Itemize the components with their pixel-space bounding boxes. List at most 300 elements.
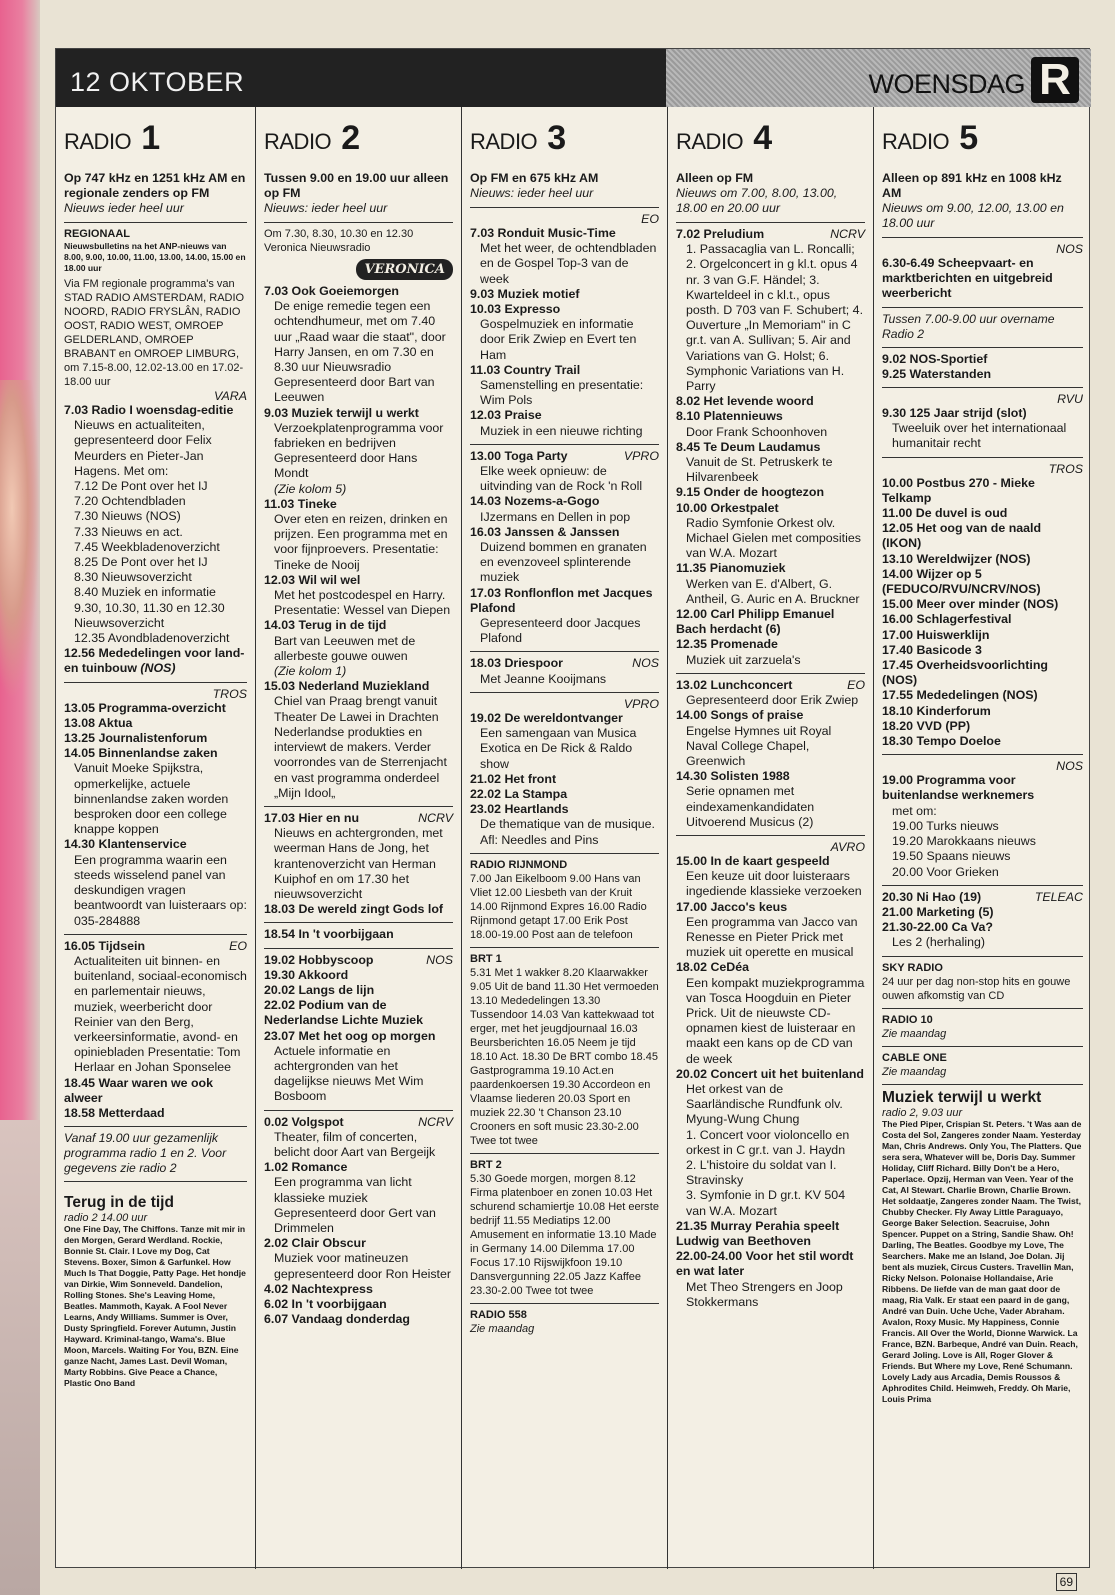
- broadcaster-tag: NCRV: [418, 810, 453, 825]
- broadcaster-tag: EO: [847, 677, 865, 692]
- program-item: [676, 607, 865, 637]
- sub-item: 12.35 Avondbladenoverzicht: [74, 631, 230, 646]
- divider: [882, 307, 1083, 308]
- program-item: [470, 494, 659, 524]
- program-title-text: 19.02 Hobbyscoop: [264, 952, 374, 967]
- program-item: [64, 939, 247, 1076]
- sub-item: 19.00 Turks nieuws: [892, 818, 999, 833]
- program-title: 10.03 Expresso: [470, 302, 561, 317]
- program-description: Radio Symfonie Orkest olv. Michael Gielen met composities van W.A. Mozart: [686, 515, 861, 561]
- column-radio-1: [56, 107, 256, 1569]
- program-title-text: 18.03 Driespoor: [470, 656, 563, 671]
- frequency-info: Tussen 9.00 en 19.00 uur alleen op FM: [264, 171, 449, 200]
- program-item: [882, 597, 1083, 612]
- program-item: [470, 586, 659, 647]
- program-description: Serie opnamen met eindexamenkandidaten Uitvoerend Musicus (2): [686, 784, 815, 829]
- program-description: Elke week opnieuw: de uitvinding van de Rock 'n Roll: [480, 464, 643, 494]
- program-item: [264, 1282, 453, 1297]
- broadcaster-tag: (NOS): [140, 661, 176, 676]
- divider: [264, 222, 453, 223]
- program-title: 14.30 Klantenservice: [64, 837, 187, 852]
- program-item: [264, 497, 453, 573]
- station-note-radio10: Zie maandag: [882, 1027, 947, 1040]
- program-item: [264, 618, 453, 679]
- page-header: [56, 49, 1091, 107]
- program-title: 21.30-22.00 Ca Va?: [882, 920, 993, 935]
- station-name: RADIO: [470, 129, 538, 154]
- program-title: 15.00 Meer over minder (NOS): [882, 597, 1059, 612]
- station-title-brt1: BRT 1: [470, 952, 502, 965]
- program-item: [676, 678, 865, 708]
- program-item: [64, 837, 247, 928]
- program-item: [882, 256, 1083, 302]
- divider: [470, 947, 659, 948]
- divider: [882, 347, 1083, 348]
- program-description: Een programma waarin een steeds wisselend panel van deskundigen vragen beantwoordt van luisteraars op: 035-284888: [74, 852, 247, 928]
- regionaal-title: REGIONAAL: [64, 228, 130, 240]
- program-title: 6.30-6.49 Scheepvaart- en marktberichten en uitgebreid weerbericht: [882, 256, 1053, 301]
- program-title: 4.02 Nachtexpress: [264, 1281, 373, 1296]
- program-description: Een programma van licht klassieke muziek Gepresenteerd door Gert van Drimmelen: [274, 1175, 436, 1235]
- program-title: 21.00 Marketing (5): [882, 904, 994, 919]
- broadcaster-label: TROS: [1048, 461, 1083, 476]
- program-item: [676, 708, 865, 769]
- header-dark-band: [56, 49, 666, 107]
- program-item: [882, 406, 1083, 452]
- station-number: 3: [547, 119, 567, 157]
- program-title: 1.02 Romance: [264, 1160, 348, 1175]
- station-heading: [676, 121, 865, 155]
- playlist-box-title: Muziek terwijl u werkt: [882, 1088, 1042, 1106]
- program-item: [264, 1236, 453, 1282]
- program-item: [264, 998, 453, 1028]
- program-title: [64, 939, 247, 954]
- program-item: [676, 440, 865, 486]
- divider: [470, 853, 659, 854]
- program-description: Met het postcodespel en Harry. Presentatie: Wessel van Diepen: [274, 588, 451, 618]
- broadcaster-label: TROS: [212, 686, 247, 701]
- sub-item: 7.45 Weekbladenoverzicht: [74, 539, 220, 554]
- sub-item: 9.30, 10.30, 11.30 en 12.30 Nieuwsoverzicht: [74, 600, 225, 630]
- program-item: [264, 927, 453, 942]
- divider: [264, 922, 453, 923]
- playlist-box-text: The Pied Piper, Crispian St. Peters. 't Was aan de Costa del Sol, Zangeres zonder Naam. Yesterday Man, Chris Andrews. Only You, The Platters. Que sera sera, Whatever will be, Doris Day. Summer Holiday, Cliff Richard. Billy Don't be a Hero, Paperlace. Opzij, Herman van Veen. Year of the Cat, Al Stewart. Charlie Brown, Charlie Brown. Het soldaatje, Zangeres zonder Naam. The Twist, Chubby Checker. Fly Away Little Paraguayo, George Baker Selection. Seacruise, John Spencer. Puppet on a String, Sandie Shaw. Oh! Darling, The Beatles. Goodbye my Love, The Searchers. Make me an Island, Joe Dolan. Jij bent als muziek, Circus Custers. Travellin Man, Ricky Nelson. Polonaise Hollandaise, Arie Ribbens. De liefde van de man gaat door de maag, Ria Valk. Er staat een paard in de gang, André van Duin. Uche Uche, Vader Abraham. Avalon, Roxy Music. My Happiness, Connie Francis. All Over the World, Dionne Warwick. La France, BZN. Barbeque, André van Duin. Reach, Gerard Joling. Love is All, Roger Glover & Friends. But Where my Love, René Schumann. Lovely Lady aus Arcadia, Demis Roussos & Aphrodites Child. Heimweh, Freddy. Oh Marie, Louis Prima: [882, 1118, 1082, 1404]
- program-description: Vanuit Moeke Spijkstra, opmerkelijke, actuele binnenlandse zaken worden besproken door een college knappe koppen: [74, 761, 229, 837]
- program-title: 8.02 Het levende woord: [676, 394, 814, 409]
- divider: [264, 948, 453, 949]
- radio-guide-page: [55, 48, 1090, 1589]
- broadcaster-tag: TELEAC: [1034, 889, 1083, 904]
- program-note: (Zie kolom 1): [274, 664, 347, 679]
- column-radio-3: [462, 107, 668, 1569]
- program-title: 18.20 VVD (PP): [882, 718, 971, 733]
- frequency-info: Alleen op 891 kHz en 1008 kHz AM: [882, 171, 1062, 200]
- broadcaster-label: EO: [641, 212, 659, 226]
- program-description: Een keuze uit door luisteraars ingediende klassieke verzoeken: [686, 869, 862, 899]
- program-item: [264, 983, 453, 998]
- program-title: 13.25 Journalistenforum: [64, 731, 208, 746]
- program-title: 13.10 Wereldwijzer (NOS): [882, 551, 1031, 566]
- divider: [676, 673, 865, 674]
- overname-note: Tussen 7.00-9.00 uur overname Radio 2: [882, 311, 1055, 341]
- program-item: [470, 656, 659, 686]
- program-item: [264, 1160, 453, 1236]
- program-item: [882, 688, 1083, 703]
- program-title: 14.03 Nozems-a-Gogo: [470, 494, 600, 509]
- program-title-text: 7.02 Preludium: [676, 227, 765, 241]
- program-description: Nieuws en actualiteiten, gepresenteerd door Felix Meurders en Pieter-Jan Hagens. Met om:: [74, 418, 212, 478]
- station-note-radio558: Zie maandag: [470, 1322, 535, 1335]
- news-info: Nieuws ieder heel uur: [64, 201, 184, 215]
- program-item: [64, 716, 247, 731]
- program-description: IJzermans en Dellen in pop: [480, 509, 631, 524]
- program-title: 15.03 Nederland Muziekland: [264, 679, 430, 694]
- program-item: [676, 900, 865, 961]
- sub-item: 2. L'histoire du soldat van I. Stravinsky: [686, 1157, 837, 1188]
- program-title: 22.02 Podium van de Nederlandse Lichte Muziek: [264, 998, 424, 1028]
- program-description: Een kompakt muziekprogramma van Tosca Hoogduin en Pieter Prick. Uit de nieuwste CD-opnamen kiest de luisteraar en maakt een kans op de CD van de week: [686, 975, 865, 1066]
- program-item: [882, 704, 1083, 719]
- broadcaster-label: VARA: [213, 389, 247, 403]
- program-item: [676, 394, 865, 409]
- program-title: 15.00 In de kaart gespeeld: [676, 853, 830, 868]
- program-title: 9.03 Muziek terwijl u werkt: [264, 405, 419, 420]
- program-description: Gospelmuziek en informatie door Erik Zwiep en Evert ten Ham: [480, 317, 637, 362]
- program-item: [882, 552, 1083, 567]
- column-radio-5: [874, 107, 1091, 1569]
- program-title: 13.05 Programma-overzicht: [64, 700, 226, 715]
- program-title: [882, 890, 1083, 905]
- program-item: [676, 1249, 865, 1310]
- program-item: [676, 1219, 865, 1249]
- program-description: 1. Passacaglia van L. Roncalli; 2. Orgelconcert in g kl.t. opus 4 nr. 3 van G.F. Händel; 3. Kwarteldeel in c kl.t., opus posth. D 703 van F. Schubert; 4. Ouverture „In Memoriam" in C gr.t. van A. Sullivan; 5. Air and Variations van G. Holst; 6. Symphonic Variations van H. Parry: [686, 242, 864, 394]
- broadcaster-tag: VPRO: [623, 448, 659, 463]
- sub-item: 8.25 De Pont over het IJ: [74, 555, 208, 570]
- divider: [676, 835, 865, 836]
- background-photo-edge: [0, 0, 40, 1595]
- regional-fm-text: Via FM regionale programma's van STAD RADIO AMSTERDAM, RADIO NOORD, RADIO FRYSLÂN, RADIO OOST, RADIO WEST, OMROEP GELDERLAND, OMROEP BRABANT en OMROEP LIMBURG, om 7.15-8.00, 12.02-13.00 en 17.02-18.00 uur: [64, 278, 245, 388]
- divider: [882, 457, 1083, 458]
- program-item: [882, 773, 1083, 879]
- station-title-rijnmond: RADIO RIJNMOND: [470, 858, 568, 871]
- program-item: [882, 476, 1083, 506]
- program-title: 10.00 Postbus 270 - Mieke Telkamp: [882, 475, 1035, 505]
- program-description: met om:: [892, 803, 937, 818]
- program-title: 18.54 In 't voorbijgaan: [264, 927, 394, 942]
- station-heading: [470, 121, 659, 155]
- news-info: Nieuws: ieder heel uur: [264, 201, 388, 215]
- program-item: [676, 960, 865, 1066]
- program-title: 10.00 Orkestpalet: [676, 500, 779, 515]
- station-title-cable-one: CABLE ONE: [882, 1051, 947, 1064]
- program-title: 19.02 De wereldontvanger: [470, 710, 623, 725]
- program-title: [676, 678, 865, 693]
- program-description: De thematique van de musique. Afl: Needles and Pins: [480, 817, 655, 847]
- divider: [882, 1084, 1083, 1085]
- program-title: 12.05 Het oog van de naald (IKON): [882, 521, 1042, 551]
- radio-section-logo-icon: R: [1031, 57, 1079, 103]
- program-title: 17.55 Mededelingen (NOS): [882, 688, 1038, 703]
- program-item: [470, 525, 659, 586]
- program-item: [882, 367, 1083, 382]
- program-note: (Zie kolom 5): [274, 481, 347, 496]
- program-title: 18.45 Waar waren we ook alweer: [64, 1075, 213, 1105]
- column-radio-2: [256, 107, 462, 1569]
- broadcaster-tag: NCRV: [830, 227, 865, 241]
- program-title: 9.30 125 Jaar strijd (slot): [882, 406, 1027, 421]
- program-item: [882, 719, 1083, 734]
- program-title-text: 13.02 Lunchconcert: [676, 677, 793, 692]
- program-item: [64, 731, 247, 746]
- program-item: [264, 406, 453, 497]
- program-description: Muziek in een nieuwe richting: [480, 423, 643, 438]
- station-name: RADIO: [882, 129, 950, 154]
- program-item: [264, 1312, 453, 1327]
- sub-item: 7.12 De Pont over het IJ: [74, 479, 208, 494]
- divider: [64, 1126, 247, 1127]
- frequency-info: Alleen op FM: [676, 171, 754, 185]
- program-item: [64, 746, 247, 837]
- program-description: Met Theo Strengers en Joop Stokkermans: [686, 1279, 843, 1309]
- program-description: Actualiteiten uit binnen- en buitenland, sociaal-economisch en parlementair nieuws, muziek, weerbericht door Reinier van den Berg, verkeersinformatie, avond- en opiniebladen Presentatie: Tom Herlaar en Johan Sponselee: [74, 953, 247, 1075]
- program-item: [676, 227, 865, 394]
- veronica-logo: VERONICA: [356, 259, 453, 280]
- program-item: [470, 449, 659, 495]
- divider: [470, 692, 659, 693]
- playlist-box-title: Terug in de tijd: [64, 1194, 174, 1212]
- divider: [676, 222, 865, 223]
- program-item: [470, 787, 659, 802]
- program-title: 6.02 In 't voorbijgaan: [264, 1297, 387, 1311]
- program-item: [882, 612, 1083, 627]
- station-text-rijnmond: 7.00 Jan Eikelboom 9.00 Hans van Vliet 12.00 Liesbeth van der Kruit 14.00 Rijnmond Expres 16.00 Radio Rijnmond getapt 17.00 Erik Post 18.00-19.00 Post aan de telefoon: [470, 872, 647, 941]
- station-name: RADIO: [676, 129, 744, 154]
- station-title-radio10: RADIO 10: [882, 1013, 933, 1026]
- program-title: 17.03 Ronflonflon met Jacques Plafond: [470, 585, 653, 615]
- frequency-info: Op 747 kHz en 1251 kHz AM en regionale zenders op FM: [64, 171, 246, 200]
- program-title: 19.30 Akkoord: [264, 967, 349, 982]
- program-item: [882, 521, 1083, 551]
- program-item: [470, 802, 659, 848]
- program-title: 18.02 CeDéa: [676, 960, 750, 975]
- page-number: 69: [1056, 1573, 1077, 1591]
- divider: [264, 1110, 453, 1111]
- station-number: 1: [141, 119, 161, 157]
- program-title: 7.03 Radio I woensdag-editie: [64, 403, 234, 417]
- station-number: 5: [959, 119, 979, 157]
- program-item: [64, 701, 247, 716]
- program-title: 18.10 Kinderforum: [882, 703, 991, 718]
- program-description: Theater, film of concerten, belicht door Aart van Bergeijk: [274, 1129, 436, 1159]
- program-title: 8.10 Platennieuws: [676, 409, 783, 424]
- divider: [882, 1046, 1083, 1047]
- program-item: [470, 408, 659, 438]
- playlist-box-subtitle: radio 2, 9.03 uur: [882, 1106, 963, 1119]
- sub-item: 7.20 Ochtendbladen: [74, 494, 186, 509]
- news-info: Nieuws: ieder heel uur: [470, 186, 594, 200]
- station-heading: [264, 121, 453, 155]
- program-item: [882, 628, 1083, 643]
- station-name: RADIO: [64, 129, 132, 154]
- divider: [64, 1181, 247, 1182]
- broadcaster-label: RVU: [1057, 392, 1083, 407]
- broadcaster-tag: EO: [229, 938, 247, 953]
- divider: [64, 682, 247, 683]
- program-description: Gepresenteerd door Erik Zwiep: [686, 693, 859, 708]
- program-item: [264, 1029, 453, 1105]
- divider: [470, 1303, 659, 1304]
- news-info: Nieuws om 7.00, 8.00, 13.00, 18.00 en 20.00 uur: [676, 186, 838, 215]
- program-title: 12.35 Promenade: [676, 637, 778, 652]
- program-description: Over eten en reizen, drinken en prijzen. Een programma met en voor fijnproevers. Presentatie: Tineke de Nooij: [274, 512, 448, 572]
- station-heading: [882, 121, 1083, 155]
- program-item: [64, 646, 247, 676]
- station-title-brt2: BRT 2: [470, 1158, 502, 1171]
- program-title: 2.02 Clair Obscur: [264, 1236, 366, 1251]
- program-description: Tweeluik over het internationaal humanitair recht: [892, 421, 1067, 451]
- program-item: [264, 284, 453, 406]
- program-title: 11.00 De duvel is oud: [882, 506, 1008, 521]
- divider: [264, 806, 453, 807]
- program-title: 11.35 Pianomuziek: [676, 561, 786, 576]
- divider: [882, 237, 1083, 238]
- sub-item: 19.50 Spaans nieuws: [892, 849, 1011, 864]
- station-text-brt2: 5.30 Goede morgen, morgen 8.12 Firma platenboer en zonen 10.03 Het schurend schamiertje 10.08 Het eerste bedrijf 11.55 Mediatips 12.00 Amusement en informatie 13.10 Made in Germany 14.00 Dilemma 17.00 Focus 17.10 Rijswijkfoon 19.10 Dansvergunning 22.05 Jazz Kaffee 23.30-2.00 Twee tot twee: [470, 1172, 659, 1297]
- program-title: 11.03 Tineke: [264, 496, 337, 511]
- program-title: [64, 646, 247, 676]
- program-item: [470, 287, 659, 302]
- program-title: 8.45 Te Deum Laudamus: [676, 439, 821, 454]
- columns: [56, 107, 1091, 1569]
- program-description: Een programma van Jacco van Renesse en Pieter Prick met muziek uit operette en musical: [686, 914, 858, 960]
- frequency-info: Op FM en 675 kHz AM: [470, 171, 599, 185]
- program-title: [470, 656, 659, 671]
- sub-item: 8.30 Nieuwsoverzicht: [74, 570, 192, 585]
- program-title: 23.02 Heartlands: [470, 802, 569, 817]
- program-item: [264, 902, 453, 917]
- program-item: [264, 811, 453, 902]
- program-title-text: 13.00 Toga Party: [470, 448, 568, 463]
- sub-item: 7.30 Nieuws (NOS): [74, 509, 181, 524]
- program-item: [882, 905, 1083, 920]
- program-item: [470, 711, 659, 772]
- divider: [882, 1008, 1083, 1009]
- program-item: [470, 363, 659, 409]
- sub-item: 7.33 Nieuws en act.: [74, 524, 183, 539]
- program-item: [470, 302, 659, 363]
- program-title: [264, 811, 453, 826]
- program-title: 9.15 Onder de hoogtezon: [676, 485, 825, 500]
- divider: [64, 222, 247, 223]
- divider: [470, 1153, 659, 1154]
- program-title: 21.35 Murray Perahia speelt Ludwig van Beethoven: [676, 1218, 840, 1248]
- station-text-brt1: 5.31 Met 1 wakker 8.20 Klaarwakker 9.05 Uit de band 11.30 Het vermoeden 13.10 Mededelingen 13.30 Tussendoor 14.03 Van kattekwaad tot erger, met het jeugdjournaal 16.03 Beursberichten 16.05 Neem je tijd 18.10 Act. 18.30 De BRT combo 18.45 Gastprogramma 19.10 Act.en paardenkoersen 19.30 Accordeon en Vlaamse liederen 20.03 Sport en muziek 22.30 't Chanson 23.10 Crooners en soft music 23.30-2.00 Twee tot twee: [470, 966, 659, 1147]
- program-description: Engelse Hymnes uit Royal Naval College Chapel, Greenwich: [686, 723, 832, 768]
- program-title: 14.00 Songs of praise: [676, 708, 804, 723]
- program-item: [676, 1067, 865, 1219]
- joint-program-note: Vanaf 19.00 uur gezamenlijk programma radio 1 en 2. Voor gegevens zie radio 2: [64, 1131, 227, 1176]
- broadcaster-tag: NCRV: [418, 1114, 453, 1129]
- program-description: Vanuit de St. Petruskerk te Hilvarenbeek: [686, 455, 833, 485]
- program-description: Muziek uit zarzuela's: [686, 652, 801, 667]
- sub-item: 1. Concert voor violoncello en orkest in C gr.t. van J. Haydn: [686, 1127, 850, 1157]
- program-description: Nieuws en achtergronden, met weerman Hans de Jong, het krantenoverzicht van Herman Kuiphof en om 17.30 het nieuwsoverzicht: [274, 826, 443, 901]
- program-description: Met het weer, de ochtendbladen en de Gospel Top-3 van de week: [480, 241, 657, 286]
- station-title-sky: SKY RADIO: [882, 961, 943, 974]
- playlist-box-text: One Fine Day, The Chiffons. Tanze mit mir in den Morgen, Gerard Werdland. Rockie, Bonnie St. Clair. I Love my Dog, Cat Stevens. Boxer, Simon & Garfunkel. How Much Is That Doggie, Patty Page. Het hondje van Dirkie, Wim Sonneveld. Dandelion, Rolling Stones. She's Leaving Home, Beatles. Mammoth, Kayak. A Fool Never Learns, Andy Williams. Summer is Over, Dusty Springfield. Forever Autumn, Justin Hayward. Kriminal-tango, Wama's. Blue Moon, Marcels. Waiting For You, BZN. Eine ganze Nacht, James Last. Devil Woman, Marty Robbins. Give Peace a Chance, Plastic Ono Band: [64, 1224, 246, 1389]
- program-item: [264, 968, 453, 983]
- program-title: 7.03 Ronduit Music-Time: [470, 226, 616, 240]
- program-item: [676, 769, 865, 830]
- program-item: [64, 1076, 247, 1106]
- program-title: 16.00 Schlagerfestival: [882, 612, 1012, 627]
- broadcaster-label: NOS: [1056, 242, 1083, 256]
- station-note-cable-one: Zie maandag: [882, 1065, 947, 1078]
- program-title: 17.45 Overheidsvoorlichting (NOS): [882, 658, 1048, 688]
- broadcaster-label: NOS: [1056, 759, 1083, 774]
- program-item: [64, 1106, 247, 1121]
- column-radio-4: [668, 107, 874, 1569]
- program-title: 9.03 Muziek motief: [470, 286, 580, 301]
- program-description: Verzoekplatenprogramma voor fabrieken en bedrijven Gepresenteerd door Hans Mondt: [274, 420, 444, 481]
- divider: [882, 956, 1083, 957]
- divider: [882, 885, 1083, 886]
- regionaal-text: Nieuwsbulletins na het ANP-nieuws van 8.00, 9.00, 10.00, 11.00, 13.00, 14.00, 15.00 en 18.00 uur: [64, 241, 246, 273]
- broadcaster-tag: NOS: [632, 656, 659, 671]
- program-description: Het orkest van de Saarländische Rundfunk olv. Myung-Wung Chung: [686, 1081, 843, 1127]
- program-item: [882, 506, 1083, 521]
- program-title: 18.03 De wereld zingt Gods lof: [264, 902, 444, 917]
- photo-figure: [0, 380, 40, 700]
- program-title: 9.25 Waterstanden: [882, 366, 992, 381]
- program-title: 11.03 Country Trail: [470, 362, 581, 377]
- program-title: [264, 953, 453, 968]
- program-item: [470, 772, 659, 787]
- program-item: [264, 953, 453, 968]
- program-description: Met Jeanne Kooijmans: [480, 671, 607, 686]
- program-item: [882, 658, 1083, 688]
- broadcaster-tag: NOS: [426, 952, 453, 967]
- program-title: 18.58 Metterdaad: [64, 1105, 165, 1120]
- program-title: 12.03 Praise: [470, 408, 542, 423]
- sub-item: 19.20 Marokkaans nieuws: [892, 834, 1036, 849]
- divider: [470, 207, 659, 208]
- program-title: 17.40 Basicode 3: [882, 642, 982, 657]
- station-number: 4: [753, 119, 773, 157]
- program-item: [882, 734, 1083, 749]
- program-title: 14.03 Terug in de tijd: [264, 618, 387, 633]
- sub-item: 8.40 Muziek en informatie: [74, 585, 216, 600]
- program-item: [882, 890, 1083, 905]
- program-title-text: 12.56 Mededelingen voor land- en tuinbouw: [64, 646, 245, 676]
- veronica-logo-wrap: [264, 259, 453, 280]
- photo-shadow: [0, 1120, 40, 1595]
- sub-item: 3. Symfonie in D gr.t. KV 504 van W.A. Mozart: [686, 1188, 846, 1218]
- program-title: 14.05 Binnenlandse zaken: [64, 746, 218, 761]
- program-item: [264, 573, 453, 619]
- station-title-radio558: RADIO 558: [470, 1308, 527, 1321]
- program-title: 18.30 Tempo Doeloe: [882, 734, 1001, 749]
- playlist-box-subtitle: radio 2 14.00 uur: [64, 1212, 148, 1225]
- program-description: Chiel van Praag brengt vanuit Theater De Lawei in Drachten Nederlandse produkties en interviewt de makers. Verder voorrondes van de Sterrenjacht en vast programma onderdeel „Mijn Idool„: [274, 694, 447, 800]
- program-title: 17.00 Jacco's keus: [676, 899, 788, 914]
- program-title-text: 20.30 Ni Hao (19): [882, 889, 982, 904]
- broadcaster-label: VPRO: [623, 696, 659, 711]
- program-title: 14.30 Solisten 1988: [676, 769, 790, 784]
- station-heading: [64, 121, 247, 155]
- program-title: 14.00 Wijzer op 5 (FEDUCO/RVU/NCRV/NOS): [882, 566, 1041, 597]
- program-description: Door Frank Schoonhoven: [686, 424, 828, 439]
